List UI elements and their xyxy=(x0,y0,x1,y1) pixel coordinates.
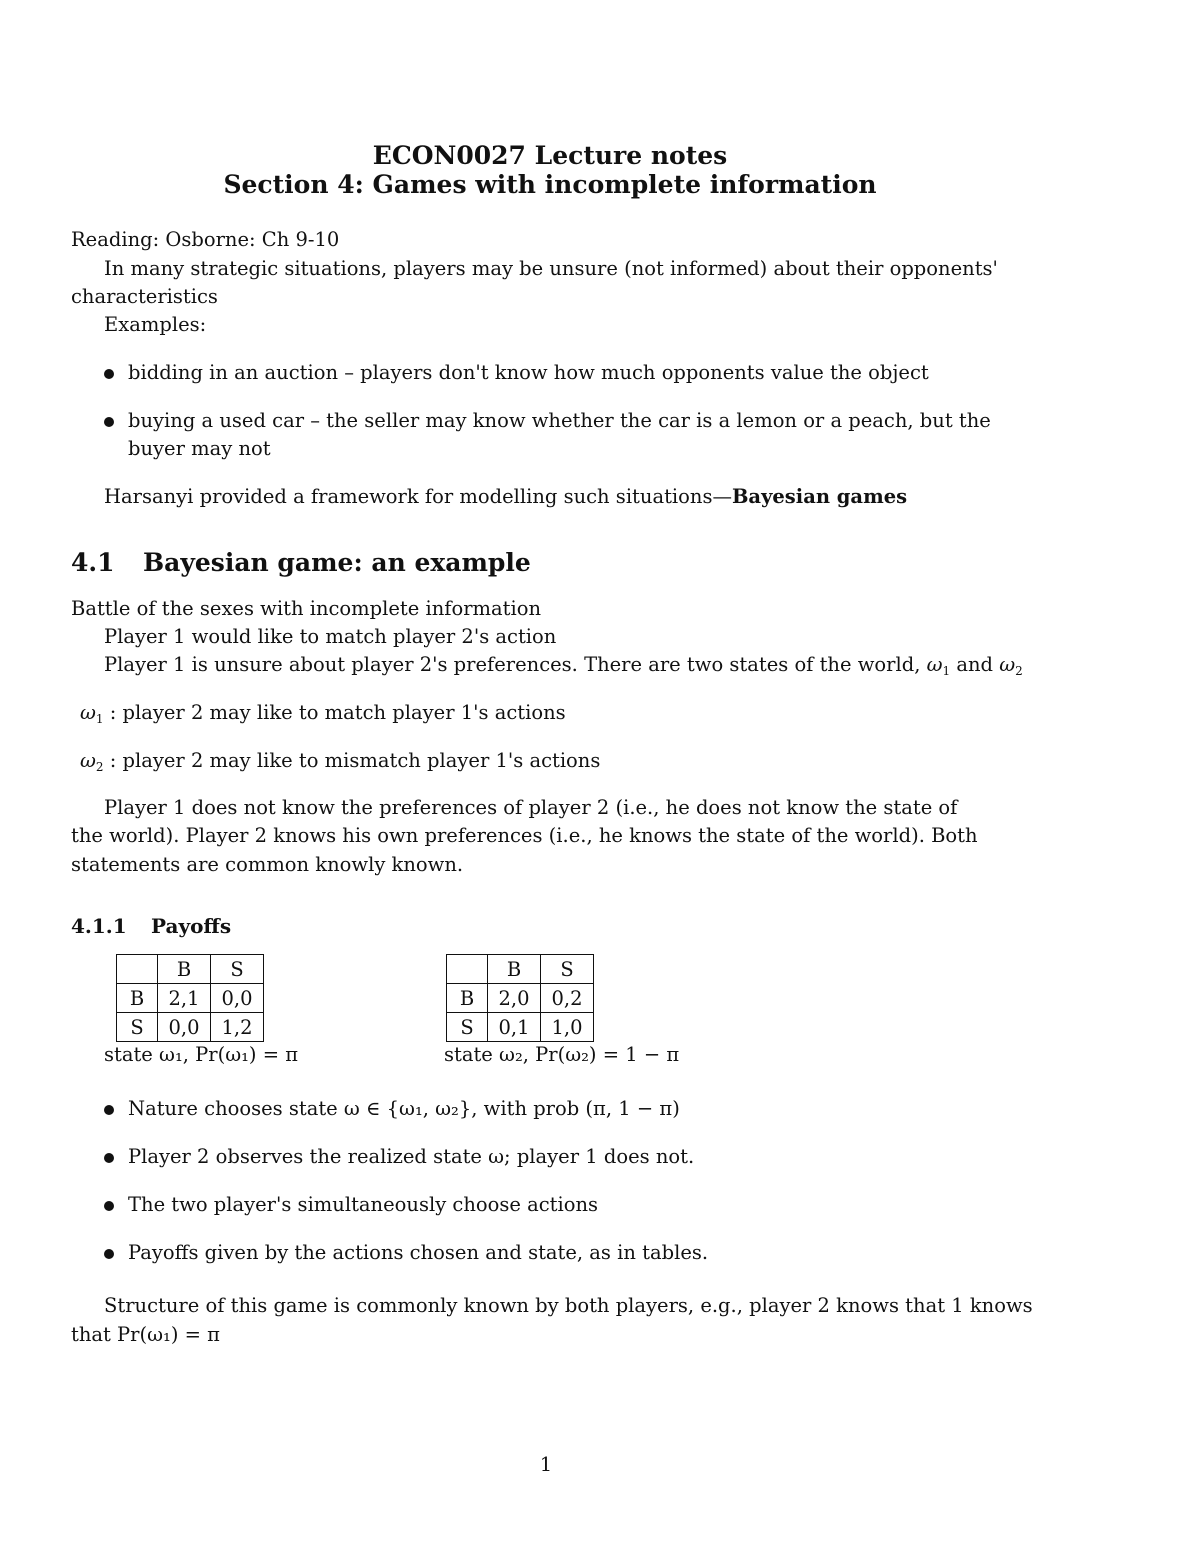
heading-number: 4.1.1 xyxy=(71,914,127,938)
table-row xyxy=(117,1013,264,1042)
table-cell: S xyxy=(211,955,264,984)
payoff-table-state1 xyxy=(116,954,264,1042)
example-used-car-cont: buyer may not xyxy=(128,437,271,460)
bullet-dot xyxy=(104,1153,114,1163)
example-auction: bidding in an auction – players don't know how much opponents value the object xyxy=(128,361,929,384)
table-cell: S xyxy=(541,955,594,984)
knowledge-para-line2: the world). Player 2 knows his own preferences (i.e., he knows the state of the world). Both xyxy=(71,824,978,847)
states-text: Player 1 is unsure about player 2's preferences. There are two states of the world, xyxy=(104,653,921,676)
bullet-dot xyxy=(104,417,114,427)
examples-label: Examples: xyxy=(104,313,207,336)
state1-text: : player 2 may like to match player 1's actions xyxy=(109,701,566,724)
table-row xyxy=(117,984,264,1013)
table1-caption: state ω₁, Pr(ω₁) = π xyxy=(104,1043,299,1066)
example-used-car: buying a used car – the seller may know whether the car is a lemon or a peach, but the xyxy=(128,409,991,432)
table-cell: 1,2 xyxy=(211,1013,264,1042)
table-cell: S xyxy=(117,1013,158,1042)
table-header-row xyxy=(447,955,594,984)
heading-number: 4.1 xyxy=(71,548,115,577)
state2-text: : player 2 may like to mismatch player 1's actions xyxy=(109,749,601,772)
simultaneous-bullet: The two player's simultaneously choose actions xyxy=(128,1193,599,1216)
heading-text: Payoffs xyxy=(151,914,232,938)
state1-def xyxy=(80,700,566,726)
and-word: and xyxy=(956,653,994,676)
reading-line: Reading: Osborne: Ch 9-10 xyxy=(71,228,340,251)
table-cell: B xyxy=(158,955,211,984)
table-header-row xyxy=(117,955,264,984)
table2-caption: state ω₂, Pr(ω₂) = 1 − π xyxy=(444,1043,680,1066)
payoffs-bullet: Payoffs given by the actions chosen and state, as in tables. xyxy=(128,1241,709,1264)
table-cell: 1,0 xyxy=(541,1013,594,1042)
states-line xyxy=(104,652,1023,678)
table-cell: 0,2 xyxy=(541,984,594,1013)
subscript: 2 xyxy=(1015,664,1023,678)
heading-4-1 xyxy=(71,547,531,579)
bayesian-games-term: Bayesian games xyxy=(731,485,908,508)
subscript: 1 xyxy=(95,712,104,726)
table-cell: B xyxy=(488,955,541,984)
page-number: 1 xyxy=(539,1453,553,1476)
harsanyi-text: Harsanyi provided a framework for modelling such situations— xyxy=(104,485,732,508)
harsanyi-line xyxy=(104,484,907,510)
table-cell: 0,0 xyxy=(211,984,264,1013)
intro-para-line2: characteristics xyxy=(71,285,218,308)
doc-title: ECON0027 Lecture notes xyxy=(372,141,728,170)
table-cell: S xyxy=(447,1013,488,1042)
bullet-dot xyxy=(104,1249,114,1259)
bullet-dot xyxy=(104,1105,114,1115)
intro-para-line1: In many strategic situations, players may be unsure (not informed) about their opponents' xyxy=(104,257,998,280)
table-row xyxy=(447,984,594,1013)
bullet-dot xyxy=(104,1201,114,1211)
subscript: 2 xyxy=(95,760,104,774)
state2-def xyxy=(80,748,600,774)
bullet-dot xyxy=(104,369,114,379)
subscript: 1 xyxy=(942,664,951,678)
payoff-table-state2 xyxy=(446,954,594,1042)
table-cell: B xyxy=(117,984,158,1013)
table-cell: 2,0 xyxy=(488,984,541,1013)
table-row xyxy=(447,1013,594,1042)
table-cell xyxy=(447,955,488,984)
match-line: Player 1 would like to match player 2's action xyxy=(104,625,557,648)
omega-symbol: ω xyxy=(926,653,943,676)
nature-bullet: Nature chooses state ω ∈ {ω₁, ω₂}, with prob (π, 1 − π) xyxy=(128,1097,680,1120)
omega-symbol: ω xyxy=(80,701,96,724)
table-cell: 0,0 xyxy=(158,1013,211,1042)
bos-line: Battle of the sexes with incomplete information xyxy=(71,597,542,620)
omega-symbol: ω xyxy=(999,653,1016,676)
heading-4-1-1 xyxy=(71,913,231,939)
table-cell: 2,1 xyxy=(158,984,211,1013)
closing-line2: that Pr(ω₁) = π xyxy=(71,1323,220,1346)
knowledge-para-line1: Player 1 does not know the preferences of player 2 (i.e., he does not know the state of xyxy=(104,796,958,819)
table-cell xyxy=(117,955,158,984)
closing-line1: Structure of this game is commonly known by both players, e.g., player 2 knows that 1 knows xyxy=(104,1294,1033,1317)
omega-symbol: ω xyxy=(80,749,96,772)
observe-bullet: Player 2 observes the realized state ω; player 1 does not. xyxy=(128,1145,695,1168)
table-cell: 0,1 xyxy=(488,1013,541,1042)
knowledge-para-line3: statements are common knowly known. xyxy=(71,853,464,876)
section-title: Section 4: Games with incomplete information xyxy=(223,170,877,199)
table-cell: B xyxy=(447,984,488,1013)
heading-text: Bayesian game: an example xyxy=(143,548,531,577)
